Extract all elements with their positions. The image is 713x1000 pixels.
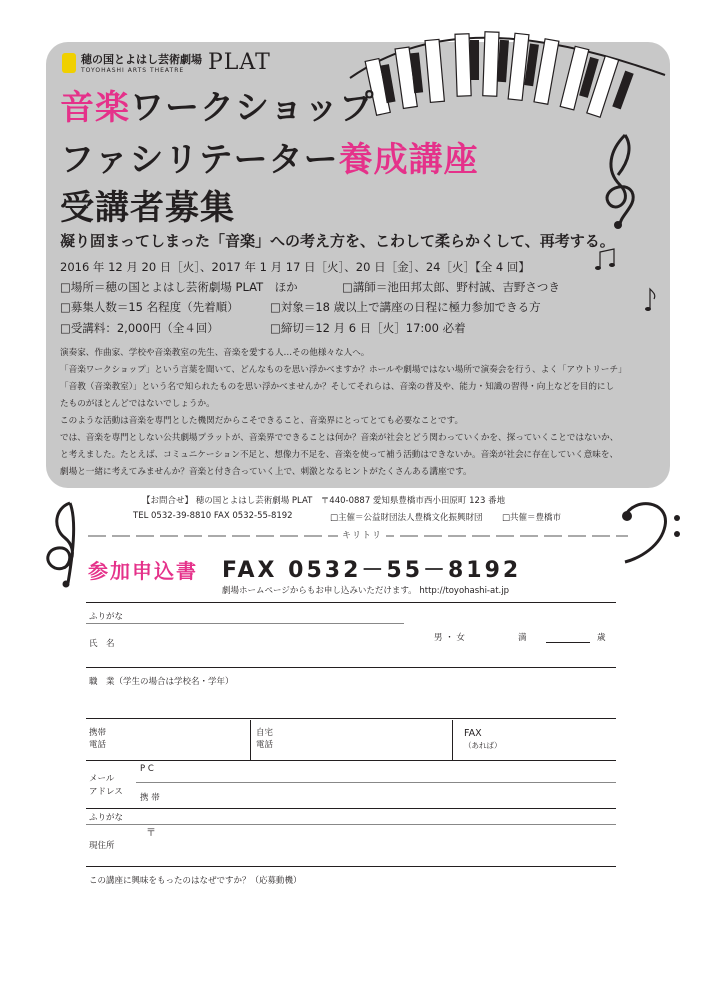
name-label[interactable]: 氏 名 <box>89 639 115 649</box>
kiritori-label: キリトリ <box>338 528 386 541</box>
form-line <box>86 623 404 624</box>
occupation-label[interactable]: 職 業（学生の場合は学校名・学年） <box>89 677 234 687</box>
postal-mark: 〒 <box>146 828 156 839</box>
treble-clef-icon <box>590 130 660 230</box>
form-line <box>86 760 616 761</box>
application-note: 劇場ホームページからもお申し込みいただけます。 http://toyohashi-at.jp <box>222 586 509 596</box>
info-deadline: □締切＝12 月 6 日［火］17:00 必着 <box>270 321 466 335</box>
home-label[interactable]: 自宅 <box>256 728 274 738</box>
form-line <box>86 667 616 668</box>
info-target: □対象＝18 歳以上で講座の日程に極力参加できる方 <box>270 300 541 314</box>
info-capacity: □募集人数＝15 名程度（先着順） <box>60 300 239 314</box>
info-venue: □場所＝穂の国とよはし芸術劇場 PLAT ほか <box>60 280 298 294</box>
title-line-3: 受講者募集 <box>60 188 235 228</box>
motivation-label[interactable]: この講座に興味をもったのはなぜですか？（応募動機） <box>89 876 302 886</box>
form-line <box>86 866 616 867</box>
logo-english: TOYOHASHI ARTS THEATRE <box>81 67 185 74</box>
logo-japanese: 穂の国とよはし芸術劇場 <box>81 53 202 66</box>
age-prefix: 満 <box>518 633 527 643</box>
pc-mail-label[interactable]: P C <box>140 764 154 774</box>
form-divider <box>250 720 251 760</box>
fax-label[interactable]: FAX <box>464 728 482 739</box>
mail-label: メール <box>89 774 115 784</box>
gender-field[interactable]: 男 ・ 女 <box>434 633 465 643</box>
bass-clef-icon <box>615 496 695 566</box>
info-lecturer: □講師＝池田邦太郎、野村誠、吉野さつき <box>342 280 560 294</box>
info-fee: □受講料：2,000円（全４回） <box>60 321 219 335</box>
form-divider <box>452 720 453 760</box>
mobile-label[interactable]: 携帯 <box>89 728 107 738</box>
title-line-1: 音楽ワークショップ <box>60 88 375 128</box>
form-line <box>86 808 616 809</box>
current-address-label[interactable]: 現住所 <box>89 841 115 851</box>
logo-mark-icon <box>62 53 76 73</box>
age-field[interactable] <box>546 642 590 643</box>
contact-address: 【お問合せ】 穂の国とよはし芸術劇場 PLAT 〒440-0887 愛知県豊橋市西小田原町 123 番地 <box>142 496 506 506</box>
description-text: 演奏家、作曲家、学校や音楽教室の先生、音楽を愛する人…その他様々な人へ。 「音楽ワークショップ」という言葉を聞いて、どんなものを思い浮かべますか？ホールや劇場ではない場所で演奏会を行う、よく「アウトリーチ」 「音教（音楽教室）」という名で知られたものを思い浮かべませんか？そしてそれらは、音楽の普及や、能力・知識の習得・向上などを目的にし たものがほとんどではないでしょうか。 このような活動は音楽を専門とした機関だからこそできること、音楽界にとってとても必要なことです。 では、音楽を専門としない公共劇場プラットが、音楽界でできることは何か？音楽が社会とどう関わっていくかを、探っていくことではないか、 と考えました。たとえば、コミュニケーション不足と、想像力不足を、音楽を使って補う活動はできないか。音楽が社会に存在していく意味を、 劇場と一緒に考えてみませんか？音楽と付き合っていく上で、刺激となるヒントがたくさんある講座です。 <box>60 348 627 477</box>
contact-cohost: □共催＝豊橋市 <box>502 513 562 523</box>
age-suffix: 歳 <box>597 633 606 643</box>
theatre-logo <box>62 50 271 75</box>
furigana-label: ふりがな <box>89 612 124 622</box>
mobile-phone-label: 電話 <box>89 740 107 750</box>
title-line-2: ファシリテーター養成講座 <box>60 140 479 180</box>
form-line <box>86 824 616 825</box>
music-note-icon <box>640 285 660 315</box>
furigana2-label: ふりがな <box>89 813 124 823</box>
fax-note: （あれば） <box>464 741 502 750</box>
form-line <box>136 782 616 783</box>
form-line <box>86 718 616 719</box>
contact-host: □主催＝公益財団法人豊橋文化振興財団 <box>330 513 483 523</box>
home-phone-label: 電話 <box>256 740 274 750</box>
info-dates: 2016 年 12 月 20 日［火］、2017 年 1 月 17 日［火］、20 日［金］、24［火］【全 4 回】 <box>60 260 530 274</box>
tagline: 凝り固まってしまった「音楽」への考え方を、こわして柔らかくして、再考する。 <box>60 232 615 250</box>
application-fax: FAX 0532－55－8192 <box>222 558 522 583</box>
contact-tel: TEL 0532-39-8810 FAX 0532-55-8192 <box>133 511 293 521</box>
form-line <box>86 602 616 603</box>
mobile-mail-label[interactable]: 携 帯 <box>140 793 160 803</box>
application-title: 参加申込書 <box>88 559 198 583</box>
address-label: アドレス <box>89 787 123 797</box>
logo-plat: PLAT <box>208 50 271 75</box>
